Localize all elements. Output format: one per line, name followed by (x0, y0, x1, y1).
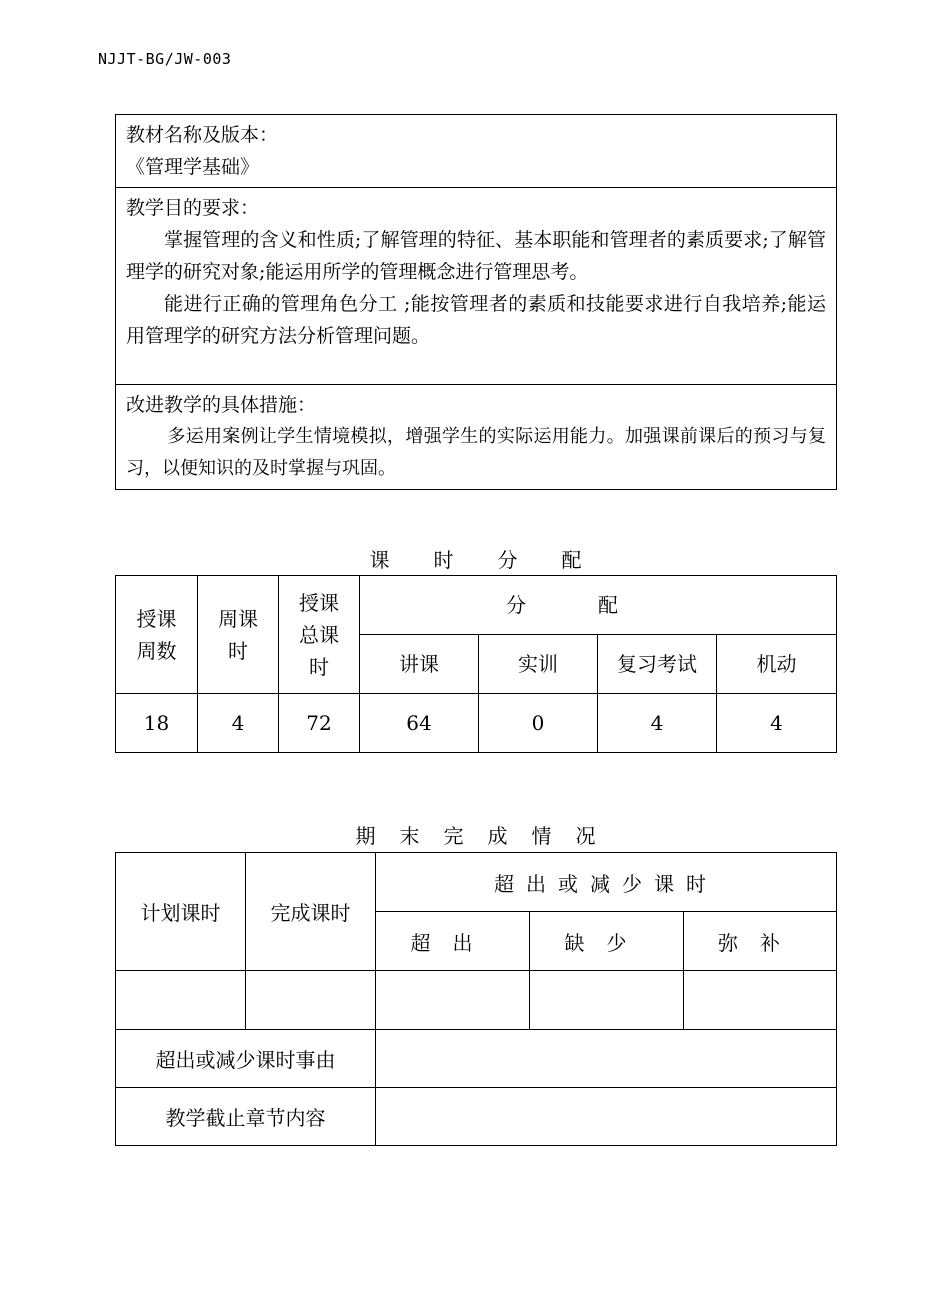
completed-hours-field[interactable] (246, 971, 376, 1030)
over-field[interactable] (376, 971, 530, 1030)
header-over-under: 超出或减少课时 (376, 853, 837, 912)
value-review-exam: 4 (598, 694, 717, 753)
value-total-hours: 72 (279, 694, 360, 753)
textbook-label: 教材名称及版本： (126, 124, 279, 146)
hours-table (115, 575, 837, 753)
makeup-field[interactable] (684, 971, 837, 1030)
value-lecture: 64 (360, 694, 479, 753)
textbook-cell (116, 115, 837, 188)
document-code: NJJT-BG/JW-003 (98, 50, 232, 68)
planned-hours-field[interactable] (116, 971, 246, 1030)
short-field[interactable] (530, 971, 684, 1030)
value-practice: 0 (479, 694, 598, 753)
reason-label: 超出或减少课时事由 (116, 1030, 376, 1088)
header-planned-hours: 计划课时 (116, 853, 246, 971)
chapter-label: 教学截止章节内容 (116, 1088, 376, 1146)
header-practice: 实训 (479, 635, 598, 694)
header-makeup: 弥补 (684, 912, 837, 971)
completion-table (115, 852, 837, 1146)
header-over: 超出 (376, 912, 530, 971)
value-weeks: 18 (116, 694, 198, 753)
header-completed-hours: 完成课时 (246, 853, 376, 971)
header-review-exam: 复习考试 (598, 635, 717, 694)
measures-label: 改进教学的具体措施： (126, 394, 317, 416)
chapter-field[interactable] (376, 1088, 837, 1146)
goals-cell (116, 188, 837, 385)
header-short: 缺少 (530, 912, 684, 971)
header-distribution: 分配 (360, 576, 837, 635)
course-info-table (115, 114, 837, 490)
value-weekly-hours: 4 (198, 694, 279, 753)
header-flexible: 机动 (717, 635, 837, 694)
goals-label: 教学目的要求： (126, 197, 260, 219)
header-lecture: 讲课 (360, 635, 479, 694)
header-weeks: 授课周数 (116, 576, 198, 694)
header-total-hours: 授课总课时 (279, 576, 360, 694)
goals-paragraph-2: 能进行正确的管理角色分工 ;能按管理者的素质和技能要求进行自我培养;能运用管理学的研究方法分析管理问题。 (126, 293, 826, 347)
header-weekly-hours: 周课时 (198, 576, 279, 694)
textbook-value: 《管理学基础》 (126, 156, 260, 178)
value-flexible: 4 (717, 694, 837, 753)
hours-section-title: 课时分配 (369, 548, 626, 572)
completion-section-title: 期末完成情况 (355, 824, 620, 848)
measures-cell (116, 385, 837, 490)
goals-paragraph-1: 掌握管理的含义和性质;了解管理的特征、基本职能和管理者的素质要求;了解管理学的研究对象;能运用所学的管理概念进行管理思考。 (126, 229, 826, 283)
reason-field[interactable] (376, 1030, 837, 1088)
measures-paragraph: 多运用案例让学生情境模拟，增强学生的实际运用能力。加强课前课后的预习与复习，以便知识的及时掌握与巩固。 (126, 426, 826, 479)
